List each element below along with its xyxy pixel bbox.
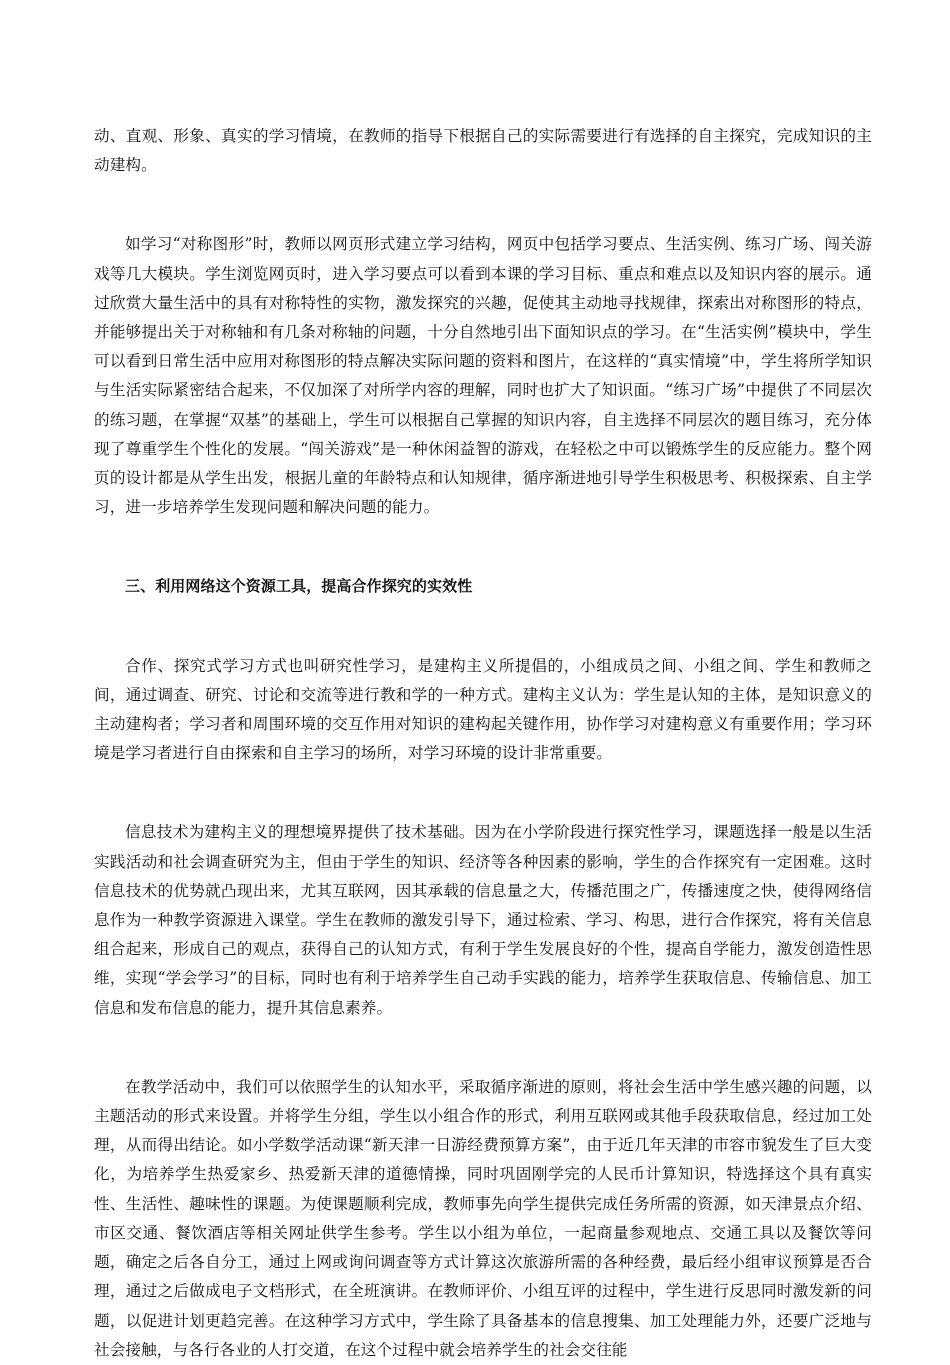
paragraph-continued: 动、直观、形象、真实的学习情境，在教师的指导下根据自己的实际需要进行有选择的自主探究，完成知识的主动建构。 [94, 127, 872, 175]
section-heading: 三、利用网络这个资源工具，提高合作探究的实效性 [125, 577, 473, 596]
document-page [94, 122, 872, 1365]
paragraph-symmetry-example: 如学习“对称图形”时，教师以网页形式建立学习结构，网页中包括学习要点、生活实例、练习广场、闯关游戏等几大模块。学生浏览网页时，进入学习要点可以看到本课的学习目标、重点和难点以及知识内容的展示。通过欣赏大量生活中的具有对称特性的实物，激发探究的兴趣，促使其主动地寻找规律，探索出对称图形的特点，并能够提出关于对称轴和有几条对称轴的问题，十分自然地引出下面知识点的学习。在“生活实例”模块中，学生可以看到日常生活中应用对称图形的特点解决实际问题的资料和图片，在这样的“真实情境”中，学生将所学知识与生活实际紧密结合起来，不仅加深了对所学内容的理解，同时也扩大了知识面。“练习广场”中提供了不同层次的练习题，在掌握“双基”的基础上，学生可以根据自己掌握的知识内容，自主选择不同层次的题目练习，充分体现了尊重学生个性化的发展。“闯关游戏”是一种休闲益智的游戏，在轻松之中可以锻炼学生的反应能力。整个网页的设计都是从学生出发，根据儿童的年龄特点和认知规律，循序渐进地引导学生积极思考、积极探索、自主学习，进一步培养学生发现问题和解决问题的能力。 [94, 235, 872, 517]
paragraph-information-technology: 信息技术为建构主义的理想境界提供了技术基础。因为在小学阶段进行探究性学习，课题选择一般是以生活实践活动和社会调查研究为主，但由于学生的知识、经济等各种因素的影响，学生的合作探究有一定困难。这时信息技术的优势就凸现出来，尤其互联网，因其承载的信息量之大，传播范围之广，传播速度之快，使得网络信息作为一种教学资源进入课堂。学生在教师的激发引导下，通过检索、学习、构思，进行合作探究，将有关信息组合起来，形成自己的观点，获得自己的认知方式，有利于学生发展良好的个性，提高自学能力，激发创造性思维，实现“学会学习”的目标，同时也有利于培养学生自己动手实践的能力，培养学生获取信息、传输信息、加工信息和发布信息的能力，提升其信息素养。 [94, 823, 872, 1017]
paragraph-cooperative-learning: 合作、探究式学习方式也叫研究性学习，是建构主义所提倡的，小组成员之间、小组之间、学生和教师之间，通过调查、研究、讨论和交流等进行教和学的一种方式。建构主义认为：学生是认知的主体，是知识意义的主动建构者；学习者和周围环境的交互作用对知识的建构起关键作用，协作学习对建构意义有重要作用；学习环境是学习者进行自由探索和自主学习的场所，对学习环境的设计非常重要。 [94, 656, 872, 763]
paragraph-teaching-activity: 在教学活动中，我们可以依照学生的认知水平，采取循序渐进的原则，将社会生活中学生感兴趣的问题，以主题活动的形式来设置。并将学生分组，学生以小组合作的形式，利用互联网或其他手段获取信息，经过加工处理，从而得出结论。如小学数学活动课“新天津一日游经费预算方案”，由于近几年天津的市容市貌发生了巨大变化，为培养学生热爱家乡、热爱新天津的道德情操，同时巩固刚学完的人民币计算知识，特选择这个具有真实性、生活性、趣味性的课题。为使课题顺利完成，教师事先向学生提供完成任务所需的资源，如天津景点介绍、市区交通、餐饮酒店等相关网址供学生参考。学生以小组为单位，一起商量参观地点、交通工具以及餐饮等问题，确定之后各自分工，通过上网或询问调查等方式计算这次旅游所需的各种经费，最后经小组审议预算是否合理，通过之后做成电子文档形式，在全班演讲。在教师评价、小组互评的过程中，学生进行反思同时激发新的问题，以促进计划更趋完善。在这种学习方式中，学生除了具备基本的信息搜集、加工处理能力外，还要广泛地与社会接触，与各行各业的人打交道，在这个过程中就会培养学生的社会交往能 [94, 1077, 872, 1359]
